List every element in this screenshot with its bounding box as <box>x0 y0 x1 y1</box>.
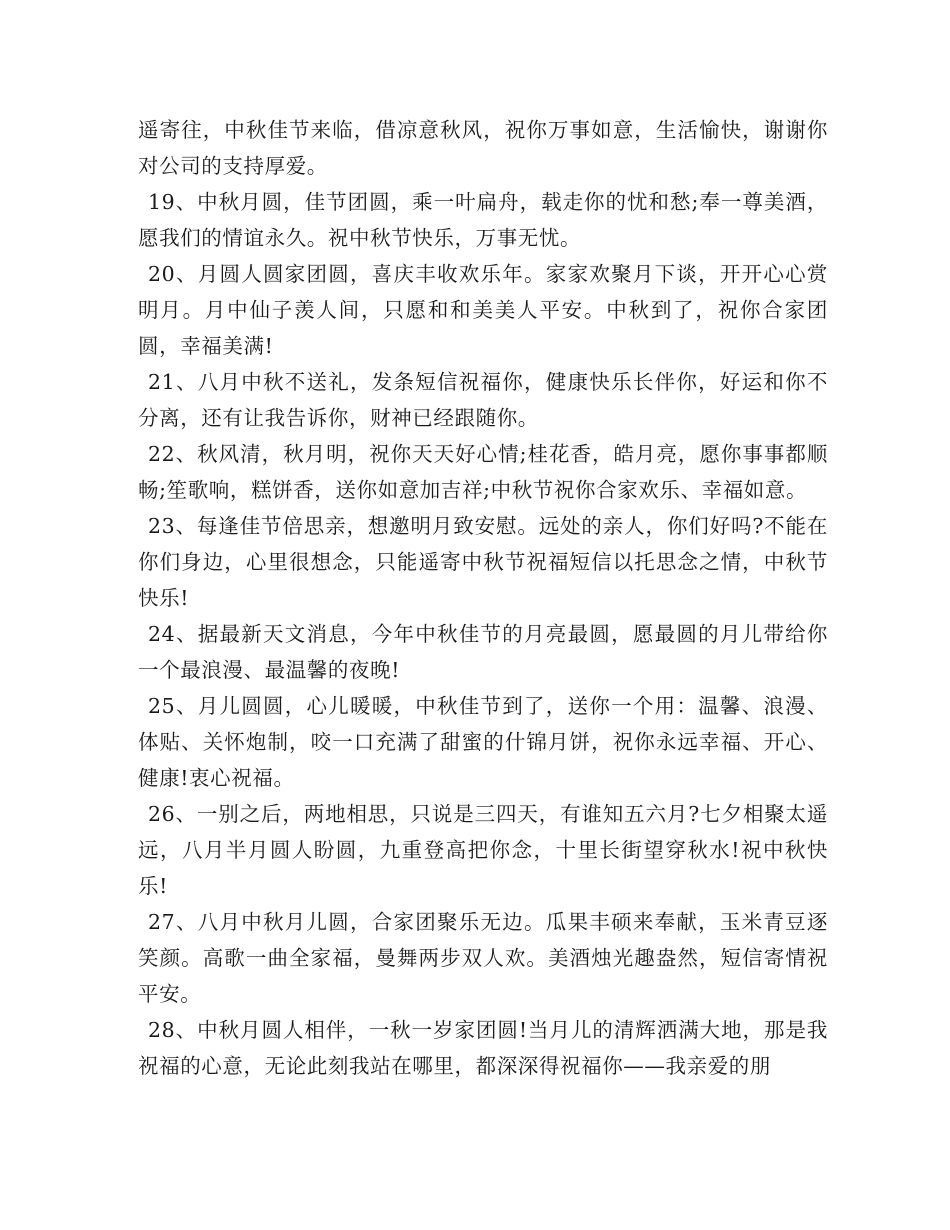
paragraph-continuation: 遥寄往，中秋佳节来临，借凉意秋风，祝你万事如意，生活愉快，谢谢你对公司的支持厚爱。 <box>138 118 828 178</box>
document-body <box>138 112 828 1084</box>
paragraph-item-20: 20、月圆人圆家团圆，喜庆丰收欢乐年。家家欢聚月下谈，开开心心赏明月。月中仙子羡人间，只愿和和美美人平安。中秋到了，祝你合家团圆，幸福美满! <box>138 262 828 358</box>
paragraph-item-24: 24、据最新天文消息，今年中秋佳节的月亮最圆，愿最圆的月儿带给你一个最浪漫、最温馨的夜晚! <box>138 622 828 682</box>
paragraph-item-23: 23、每逢佳节倍思亲，想邀明月致安慰。远处的亲人，你们好吗?不能在你们身边，心里很想念，只能遥寄中秋节祝福短信以托思念之情，中秋节快乐! <box>138 514 828 610</box>
paragraph-item-27: 27、八月中秋月儿圆，合家团聚乐无边。瓜果丰硕来奉献，玉米青豆逐笑颜。高歌一曲全家福，曼舞两步双人欢。美酒烛光趣盎然，短信寄情祝平安。 <box>138 910 828 1006</box>
paragraph-item-19: 19、中秋月圆，佳节团圆，乘一叶扁舟，载走你的忧和愁;奉一尊美酒，愿我们的情谊永久。祝中秋节快乐，万事无忧。 <box>138 190 828 250</box>
paragraph-item-26: 26、一别之后，两地相思，只说是三四天，有谁知五六月?七夕相聚太遥远，八月半月圆人盼圆，九重登高把你念，十里长街望穿秋水!祝中秋快乐! <box>138 802 828 898</box>
paragraph-item-25: 25、月儿圆圆，心儿暖暖，中秋佳节到了，送你一个用：温馨、浪漫、体贴、关怀炮制，咬一口充满了甜蜜的什锦月饼，祝你永远幸福、开心、健康!衷心祝福。 <box>138 694 828 790</box>
paragraph-item-28: 28、中秋月圆人相伴，一秋一岁家团圆!当月儿的清辉洒满大地，那是我祝福的心意，无论此刻我站在哪里，都深深得祝福你——我亲爱的朋 <box>138 1018 828 1078</box>
paragraph-item-22: 22、秋风清，秋月明，祝你天天好心情;桂花香，皓月亮，愿你事事都顺畅;笙歌响，糕饼香，送你如意加吉祥;中秋节祝你合家欢乐、幸福如意。 <box>138 442 828 502</box>
paragraph-item-21: 21、八月中秋不送礼，发条短信祝福你，健康快乐长伴你，好运和你不分离，还有让我告诉你，财神已经跟随你。 <box>138 370 828 430</box>
